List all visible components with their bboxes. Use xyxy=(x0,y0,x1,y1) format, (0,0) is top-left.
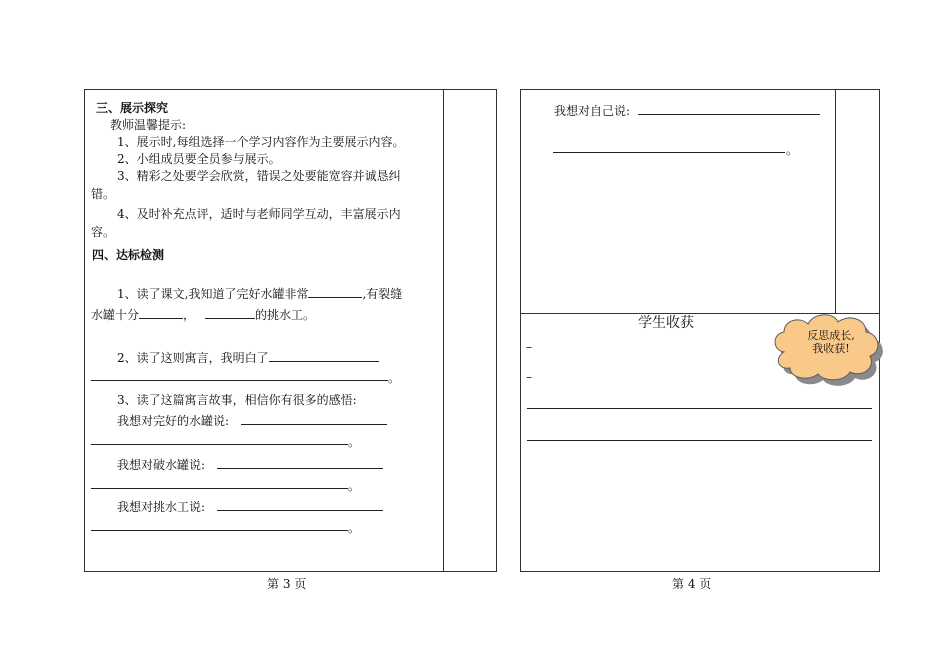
answer-blank-2[interactable] xyxy=(139,306,183,319)
harvest-dash-2: – xyxy=(526,370,532,384)
harvest-line-1[interactable] xyxy=(527,408,872,409)
answer-blank-1[interactable] xyxy=(308,285,362,298)
period-q3a: 。 xyxy=(348,435,361,449)
harvest-line-2[interactable] xyxy=(527,440,872,441)
answer-line-q3c[interactable] xyxy=(91,530,348,531)
answer-blank-self[interactable] xyxy=(638,102,820,115)
answer-blank-4[interactable] xyxy=(269,349,379,362)
answer-line-q3b[interactable] xyxy=(91,488,348,489)
answer-line-q3a[interactable] xyxy=(91,444,348,445)
hint-1: 1、展示时,每组选择一个学习内容作为主要展示内容。 xyxy=(117,135,405,149)
question-3: 3、读了这篇寓言故事，相信你有很多的感悟: xyxy=(117,393,357,407)
answer-line-q2[interactable] xyxy=(91,380,388,381)
hint-3-cont: 错。 xyxy=(91,187,116,201)
period-q3b: 。 xyxy=(348,479,361,493)
q3-intact-jar: 我想对完好的水罐说: xyxy=(117,412,387,429)
page-number-3: 第 3 页 xyxy=(267,577,307,591)
q3-broken-jar: 我想对破水罐说: xyxy=(117,456,383,473)
hint-2: 2、小组成员要全员参与展示。 xyxy=(117,152,281,166)
cloud-line-2: 我收获! xyxy=(812,342,850,355)
page3-margin-divider xyxy=(443,89,444,572)
page-number-4: 第 4 页 xyxy=(672,577,712,591)
answer-blank-7[interactable] xyxy=(217,498,383,511)
reflection-cloud-text xyxy=(796,329,866,355)
harvest-title: 学生收获 xyxy=(638,315,694,331)
section4-title: 四、达标检测 xyxy=(92,248,165,262)
answer-blank-3[interactable] xyxy=(205,306,255,319)
hint-3: 3、精彩之处要学会欣赏，错误之处要能宽容并诚恳纠 xyxy=(117,169,401,183)
section3-title: 三、展示探究 xyxy=(96,101,169,115)
question-1-line1: 1、读了课文,我知道了完好水罐非常 ,有裂缝 xyxy=(117,287,403,301)
page4-margin-divider xyxy=(835,89,836,314)
period-q2: 。 xyxy=(388,371,401,385)
teacher-hint-label: 教师温馨提示: xyxy=(110,118,187,132)
period-q3c: 。 xyxy=(348,521,361,535)
answer-blank-5[interactable] xyxy=(241,412,387,425)
harvest-dash-1: – xyxy=(526,340,532,354)
cloud-line-1: 反思成长, xyxy=(807,329,855,342)
self-talk-prompt: 我想对自己说: xyxy=(554,102,820,119)
hint-4-cont: 容。 xyxy=(91,225,116,239)
answer-line-self[interactable] xyxy=(553,152,785,153)
period-self: 。 xyxy=(786,143,799,157)
question-1-line2: 水罐十分 ， 的挑水工。 xyxy=(91,308,316,322)
hint-4: 4、及时补充点评，适时与老师同学互动，丰富展示内 xyxy=(117,207,401,221)
answer-blank-6[interactable] xyxy=(217,456,383,469)
question-2: 2、读了这则寓言，我明白了 xyxy=(117,349,379,366)
q3-water-carrier: 我想对挑水工说: xyxy=(117,498,383,515)
